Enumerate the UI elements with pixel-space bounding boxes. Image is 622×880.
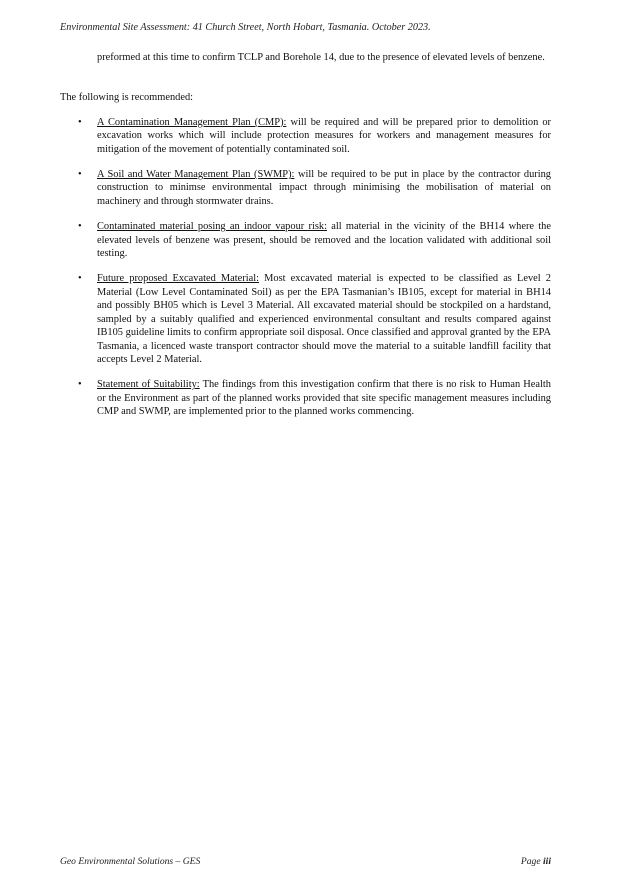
recommendation-title: Statement of Suitability: bbox=[97, 379, 200, 391]
bullet-icon: • bbox=[78, 116, 82, 128]
continuation-paragraph: preformed at this time to confirm TCLP and Borehole 14, due to the presence of elevated levels of benzene. bbox=[97, 52, 545, 63]
recommendation-item-cmp bbox=[60, 116, 551, 156]
recommendations-list bbox=[60, 116, 551, 419]
bullet-icon: • bbox=[78, 169, 82, 181]
recommendation-item-suitability bbox=[60, 378, 551, 418]
bullet-icon: • bbox=[78, 379, 82, 391]
recommendation-text: will be required to be put in place by the contractor during construction to minimse environmental impact through minimising the mobilisation of material on machinery and through stormwater drains. bbox=[97, 169, 552, 207]
footer-page-number: iii bbox=[543, 856, 551, 867]
footer-page bbox=[521, 856, 551, 867]
document-body bbox=[60, 51, 551, 431]
recommendation-text: all material in the vicinity of the BH14 where the elevated levels of benzene was present, should be removed and the location validated with additional soil testing. bbox=[97, 221, 551, 260]
recommendation-item-vapour-risk bbox=[60, 220, 551, 260]
recommendation-title: A Soil and Water Management Plan (SWMP): bbox=[97, 169, 295, 181]
footer-page-label: Page bbox=[520, 856, 541, 867]
bullet-icon: • bbox=[78, 273, 82, 285]
page-header: Environmental Site Assessment: 41 Church Street, North Hobart, Tasmania. October 2023. bbox=[60, 22, 431, 33]
recommendation-text: The findings from this investigation confirm that there is no risk to Human Health or the Environment as part of the planned works provided that site specific management measures including CMP and SWMP, are implemented prior to the planned works commencing. bbox=[97, 379, 551, 418]
recommendation-text: will be required and will be prepared prior to demolition or excavation works which will include protection measures for workers and management measures for mitigation of the movement of potentially contaminated soil. bbox=[97, 116, 551, 155]
bullet-icon: • bbox=[78, 221, 82, 233]
recommendation-title: Contaminated material posing an indoor vapour risk: bbox=[97, 221, 327, 233]
recommendation-text: Most excavated material is expected to be classified as Level 2 Material (Low Level Contaminated Soil) as per the EPA Tasmanian’s IB105, except for material in BH14 and possibly BH05 which is Level 3 Material. All excavated material should be stockpiled on a hardstand, sampled by a suitably qualified and experienced environmental consultant and results compared against IB105 guideline limits to confirm appropriate soil disposal. Once classified and approval granted by the EPA Tasmania, a licenced waste transport contractor should move the material to a suitable landfill facility that accepts Level 2 Material. bbox=[97, 273, 551, 365]
recommendation-title: Future proposed Excavated Material: bbox=[97, 273, 259, 285]
recommendation-title: A Contamination Management Plan (CMP): bbox=[97, 116, 287, 128]
recommendations-intro: The following is recommended: bbox=[60, 92, 194, 104]
footer-company: Geo Environmental Solutions – GES bbox=[60, 856, 201, 867]
recommendation-item-excavated-material bbox=[60, 272, 551, 366]
recommendation-item-swmp bbox=[60, 168, 551, 208]
